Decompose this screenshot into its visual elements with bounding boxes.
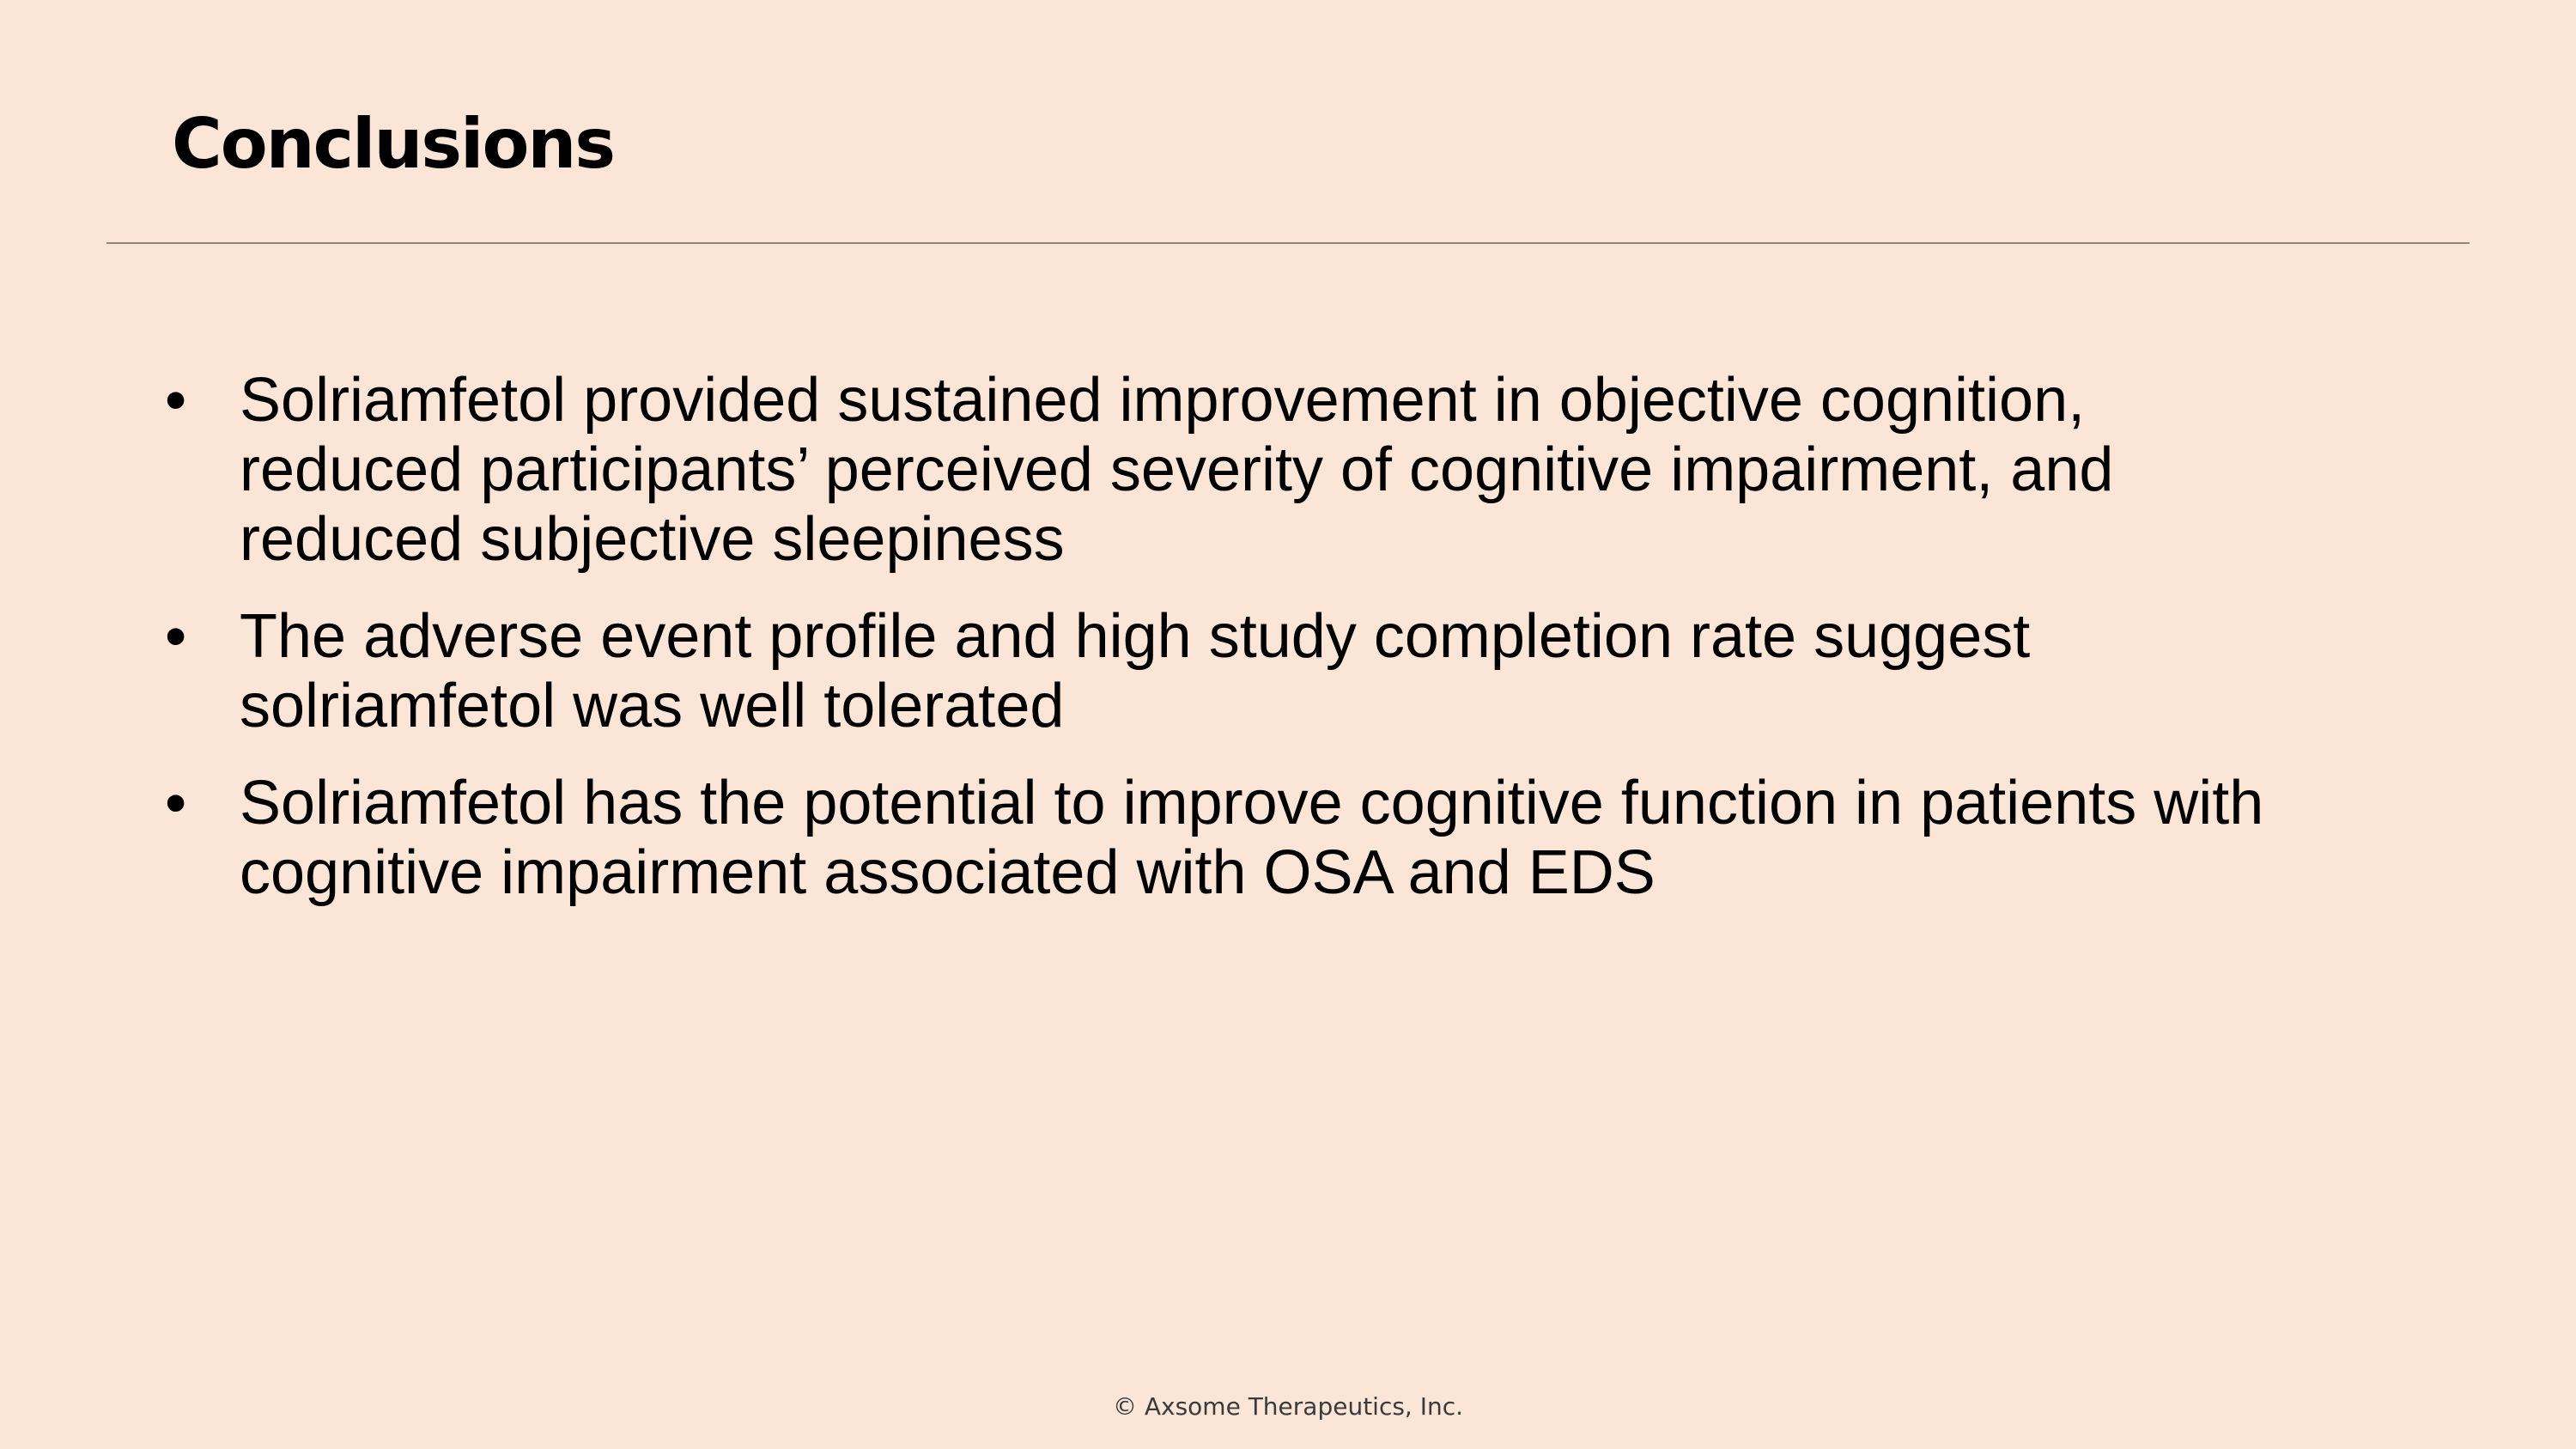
bullet-icon: • [165,602,187,671]
page-title: Conclusions [172,104,614,184]
conclusions-list [165,366,2397,935]
bullet-line: reduced participants’ perceived severity of cognitive impairment, and [240,435,2114,504]
bullet-text [240,366,2397,575]
copyright-footer: © Axsome Therapeutics, Inc. [1112,1392,1464,1421]
bullet-icon: • [165,366,187,435]
list-item [165,366,2397,575]
bullet-line: cognitive impairment associated with OSA and EDS [240,838,1656,907]
bullet-line: reduced subjective sleepiness [240,505,1065,574]
bullet-line: Solriamfetol provided sustained improvement in objective cognition, [240,366,2086,435]
bullet-text [240,602,2397,741]
bullet-line: Solriamfetol has the potential to improve cognitive function in patients with [240,769,2264,837]
title-divider [106,242,2470,244]
bullet-line: The adverse event profile and high study completion rate suggest [240,602,2031,671]
bullet-icon: • [165,769,187,837]
list-item [165,769,2397,908]
bullet-text [240,769,2397,908]
list-item [165,602,2397,741]
bullet-line: solriamfetol was well tolerated [240,672,1065,740]
